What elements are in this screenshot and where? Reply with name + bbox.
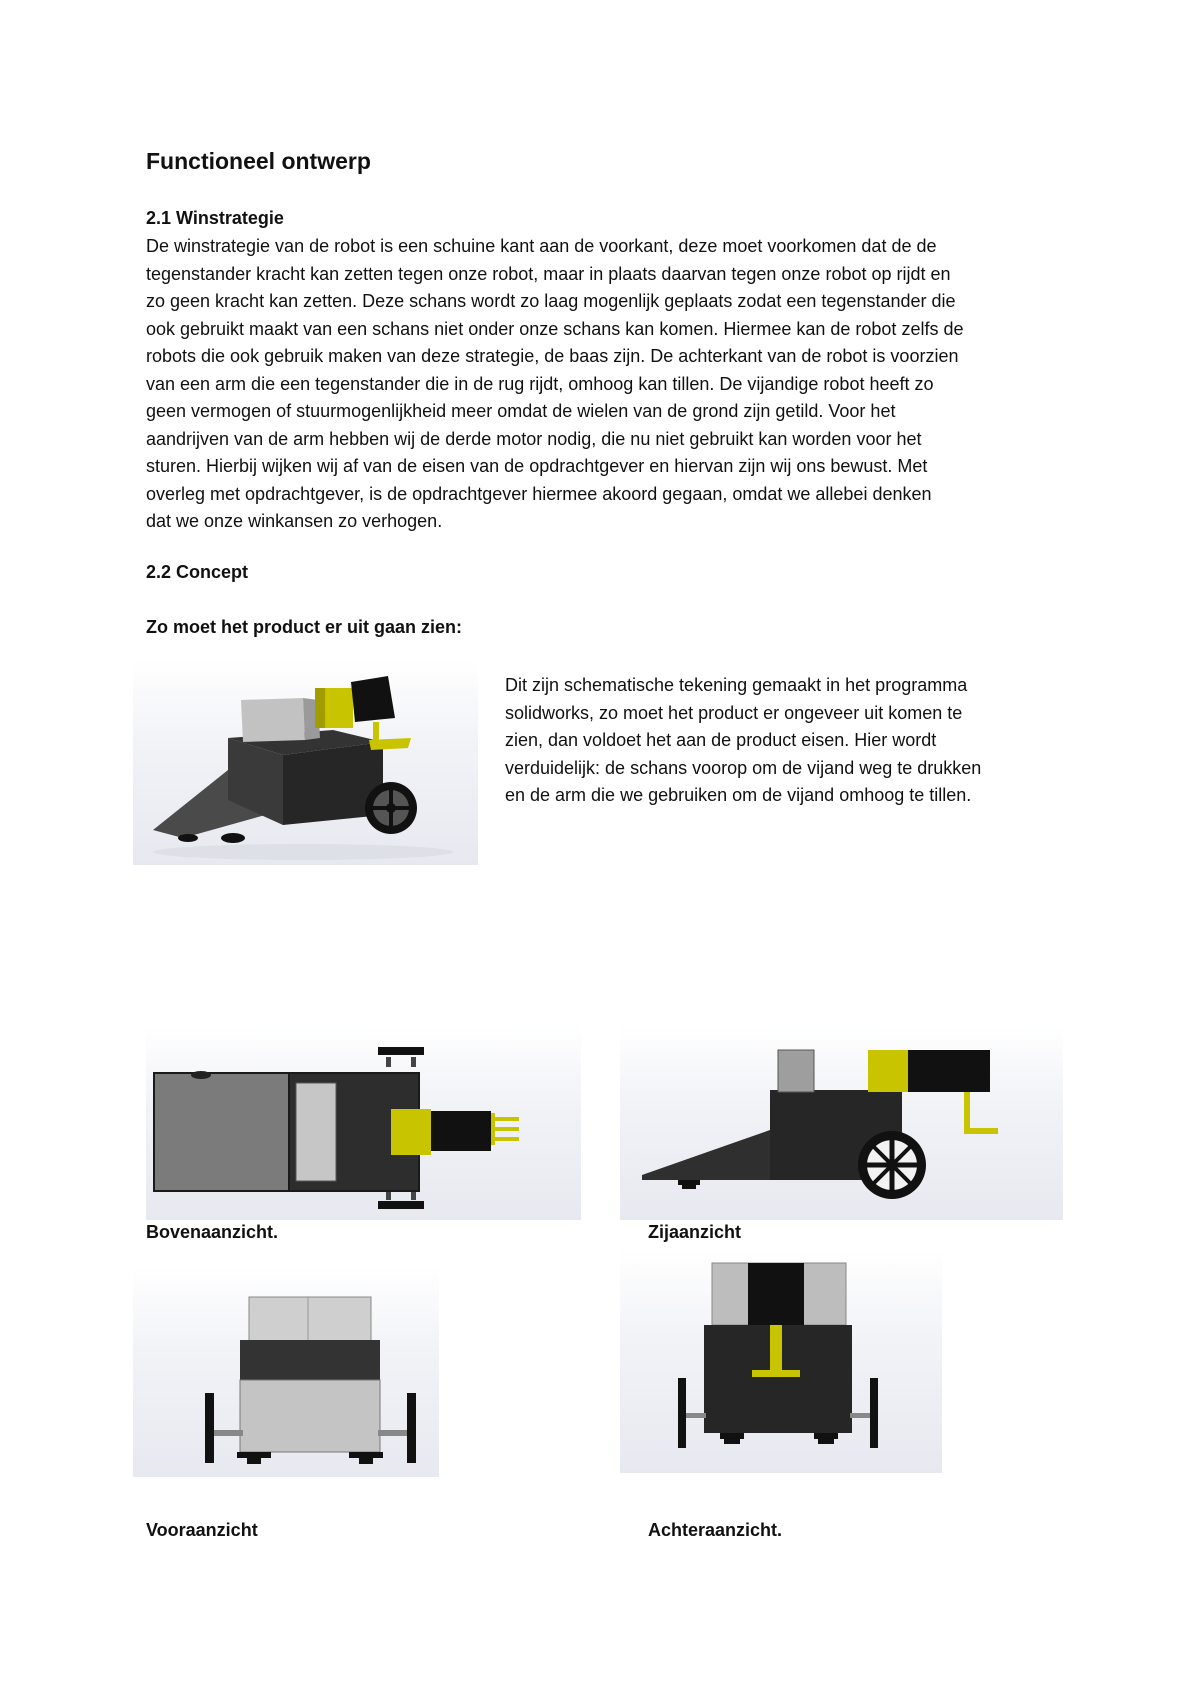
front-body xyxy=(240,1380,380,1452)
section-heading-winstrategie: 2.1 Winstrategie xyxy=(146,208,284,228)
back-wheel-left xyxy=(678,1378,686,1448)
back-arm-motor xyxy=(748,1263,804,1325)
concept-subheading: Zo moet het product er uit gaan zien: xyxy=(146,617,463,637)
caption-back-view: Achteraanzicht. xyxy=(648,1520,783,1540)
side-motor xyxy=(868,1050,908,1092)
s2-line: Dit zijn schematische tekening gemaakt in het programma xyxy=(505,675,968,695)
top-battery xyxy=(296,1083,336,1181)
front-wheel-right xyxy=(407,1393,416,1463)
s1-line: ook gebruikt maakt van een schans niet onder onze schans kan komen. Hiermee kan de robot zelfs de xyxy=(146,318,964,339)
robot-isometric-image xyxy=(133,660,478,865)
section-heading-concept: 2.2 Concept xyxy=(146,562,249,582)
s2-line: solidworks, zo moet het product er ongeveer uit komen te xyxy=(505,702,963,723)
s1-line: sturen. Hierbij wijken wij af van de eisen van de opdrachtgever en hiervan zijn wij ons bewust. Met xyxy=(146,456,928,476)
s1-line: robots die ook gebruik maken van deze strategie, de baas zijn. De achterkant van de robot is voorzien xyxy=(146,346,959,366)
top-motor xyxy=(391,1109,431,1155)
robot-top-view-image xyxy=(146,1025,581,1220)
side-battery xyxy=(778,1050,814,1092)
page-title: Functioneel ontwerp xyxy=(146,148,371,174)
concept-description-text xyxy=(505,672,1105,810)
top-arm xyxy=(491,1113,495,1145)
robot-side-view-image xyxy=(620,1025,1063,1220)
caption-side-view: Zijaanzicht xyxy=(648,1222,742,1242)
s1-line: geen vermogen of stuurmogenlijkheid meer omdat de wielen van de grond zijn getild. Voor het xyxy=(146,401,896,421)
s2-line: verduidelijk: de schans voorop om de vijand weg te drukken xyxy=(505,757,982,778)
robot-front-view-drawing xyxy=(133,1265,439,1477)
s1-line: De winstrategie van de robot is een schuine kant aan de voorkant, deze moet voorkomen dat de de xyxy=(146,236,937,256)
robot-side-view-drawing xyxy=(620,1025,1063,1220)
back-arm xyxy=(770,1325,782,1373)
s1-line: zo geen kracht kan zetten. Deze schans wordt zo laag mogenlijk geplaats zodat een tegenstander die xyxy=(146,291,956,311)
winstrategie-paragraph xyxy=(146,233,1086,536)
side-ramp xyxy=(642,1130,770,1180)
iso-arm xyxy=(369,738,411,750)
caption-front-view: Vooraanzicht xyxy=(146,1520,258,1540)
robot-front-view-image xyxy=(133,1265,439,1477)
back-wheel-right xyxy=(870,1378,878,1448)
top-ramp xyxy=(154,1073,289,1191)
s1-line: van een arm die een tegenstander die in de rug rijdt, omhoog kan tillen. De vijandige robot heeft zo xyxy=(146,373,934,394)
robot-top-view-drawing xyxy=(146,1025,581,1220)
front-top-band xyxy=(240,1340,380,1380)
s1-line: overleg met opdrachtgever, is de opdrachtgever hiermee akoord gegaan, omdat we allebei denken xyxy=(146,483,932,504)
s1-line: tegenstander kracht kan zetten tegen onze robot, maar in plaats daarvan tegen onze robot op rijdt en xyxy=(146,263,951,284)
robot-back-view-image xyxy=(620,1248,942,1473)
winstrategie-text xyxy=(146,233,1086,536)
top-arm-motor xyxy=(431,1111,491,1151)
s2-line: en de arm die we gebruiken om de vijand omhoog te tillen. xyxy=(505,785,972,805)
caption-top-view: Bovenaanzicht. xyxy=(146,1222,279,1242)
side-arm xyxy=(964,1128,998,1134)
s1-line: aandrijven van de arm hebben wij de derde motor nodig, die nu niet gebruikt kan worden voor het xyxy=(146,428,922,449)
s1-line: dat we onze winkansen zo verhogen. xyxy=(146,511,443,531)
iso-arm-motor xyxy=(351,676,395,722)
side-arm-motor xyxy=(908,1050,990,1092)
robot-back-view-drawing xyxy=(620,1248,942,1473)
front-wheel-left xyxy=(205,1393,214,1463)
s2-line: zien, dan voldoet het aan de product eisen. Hier wordt xyxy=(505,730,937,750)
robot-isometric-drawing xyxy=(133,660,478,865)
concept-description xyxy=(505,672,1105,810)
iso-battery xyxy=(241,698,305,742)
